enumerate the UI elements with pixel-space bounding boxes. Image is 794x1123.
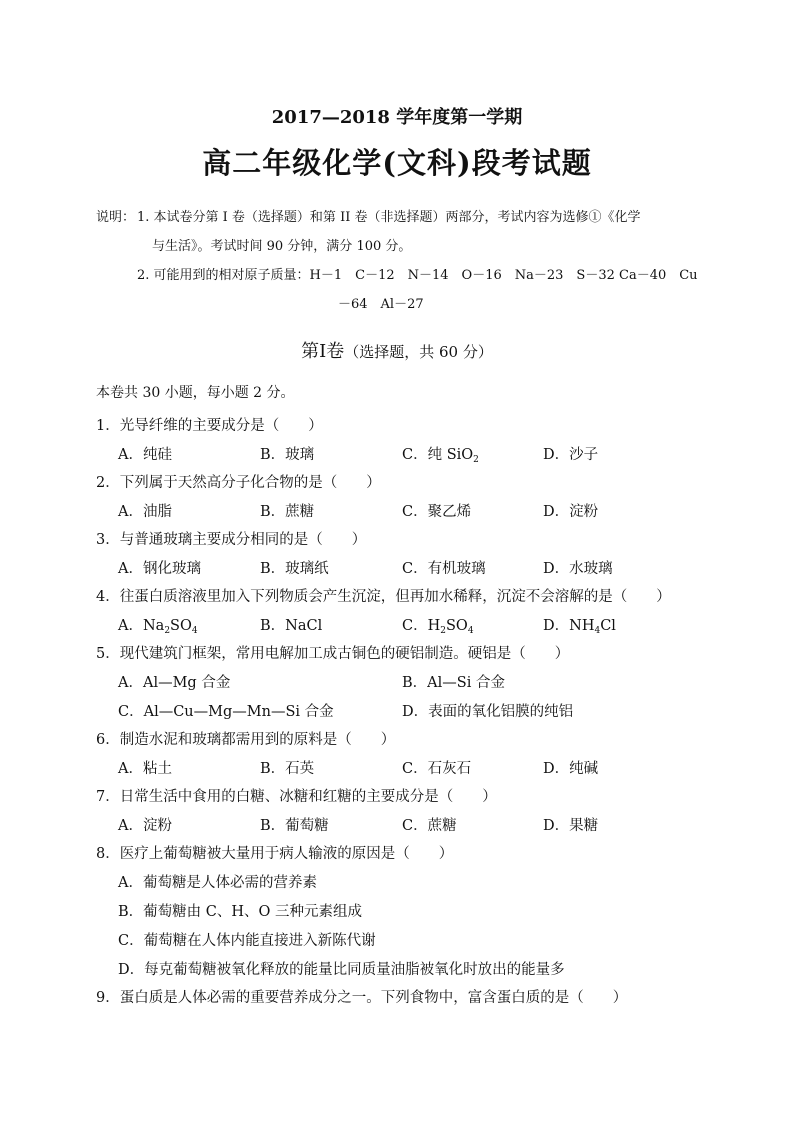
- question-2-option-a: A．油脂: [118, 504, 172, 520]
- exam-title: 高二年级化学(文科)段考试题: [202, 146, 592, 180]
- question-5-stem: 5．现代建筑门框架，常用电解加工成古铜色的硬铝制造。硬铝是（ ）: [96, 646, 570, 662]
- question-1-option-a: A．纯硅: [118, 447, 172, 463]
- question-1-stem: 1．光导纤维的主要成分是（ ）: [96, 418, 323, 434]
- note-line-2: 2. 可能用到的相对原子质量：H－1 C－12 N－14 O－16 Na－23 S－32 Ca－40 Cu: [137, 268, 698, 283]
- section-subtitle: （选择题，共 60 分）: [344, 343, 493, 361]
- section-intro: 本卷共 30 小题，每小题 2 分。: [96, 385, 295, 401]
- question-9-stem: 9．蛋白质是人体必需的重要营养成分之一。下列食物中，富含蛋白质的是（ ）: [96, 990, 628, 1006]
- question-8-option-d: D．每克葡萄糖被氧化释放的能量比同质量油脂被氧化时放出的能量多: [118, 962, 565, 978]
- note-line-1-cont: 与生活》。考试时间 90 分钟，满分 100 分。: [152, 239, 412, 254]
- question-6-option-c: C．石灰石: [402, 761, 472, 777]
- question-2-stem: 2．下列属于天然高分子化合物的是（ ）: [96, 475, 381, 491]
- exam-year: 2017—2018 学年度第一学期: [271, 107, 523, 128]
- question-1-option-c: C．纯 SiO$_2$: [402, 447, 479, 465]
- question-6-option-b: B．石英: [260, 761, 315, 777]
- question-4-option-a: A．$Na_2SO_4$: [118, 618, 198, 636]
- question-7-option-a: A．淀粉: [118, 818, 172, 834]
- question-5-option-d: D．表面的氧化铝膜的纯铝: [402, 704, 574, 720]
- question-6-stem: 6．制造水泥和玻璃都需用到的原料是（ ）: [96, 732, 396, 748]
- question-8-option-c: C．葡萄糖在人体内能直接进入新陈代谢: [118, 933, 376, 949]
- section-heading: [0, 337, 794, 363]
- section-title: 第Ⅰ卷: [301, 341, 345, 362]
- question-4-option-b: B．NaCl: [260, 618, 323, 634]
- question-8-option-b: B．葡萄糖由 C、H、O 三种元素组成: [118, 904, 362, 920]
- question-2-option-c: C．聚乙烯: [402, 504, 472, 520]
- question-5-option-b: B．Al—Si 合金: [402, 675, 505, 691]
- question-7-option-d: D．果糖: [543, 818, 599, 834]
- question-6-option-d: D．纯碱: [543, 761, 599, 777]
- question-7-option-c: C．蔗糖: [402, 818, 457, 834]
- question-1-option-b: B．玻璃: [260, 447, 315, 463]
- question-7-option-b: B．葡萄糖: [260, 818, 329, 834]
- notes-label: 说明：: [96, 210, 136, 225]
- question-8-stem: 8．医疗上葡萄糖被大量用于病人输液的原因是（ ）: [96, 846, 454, 862]
- question-6-option-a: A．粘土: [118, 761, 172, 777]
- question-3-stem: 3．与普通玻璃主要成分相同的是（ ）: [96, 532, 367, 548]
- note-line-1: 1. 本试卷分第 I 卷（选择题）和第 II 卷（非选择题）两部分，考试内容为选修①《化学: [137, 210, 641, 225]
- question-2-option-b: B．蔗糖: [260, 504, 315, 520]
- question-4-option-d: D．$NH_4Cl$: [543, 618, 616, 636]
- question-3-option-c: C．有机玻璃: [402, 561, 486, 577]
- question-2-option-d: D．淀粉: [543, 504, 599, 520]
- question-5-option-c: C．Al—Cu—Mg—Mn—Si 合金: [118, 704, 334, 720]
- note-line-2-cont: －64 Al－27: [338, 297, 424, 312]
- question-4-stem: 4．往蛋白质溶液里加入下列物质会产生沉淀，但再加水稀释，沉淀不会溶解的是（ ）: [96, 589, 671, 605]
- question-1-option-d: D．沙子: [543, 447, 599, 463]
- question-8-option-a: A．葡萄糖是人体必需的营养素: [118, 875, 317, 891]
- question-5-option-a: A．Al—Mg 合金: [118, 675, 231, 691]
- question-7-stem: 7．日常生活中食用的白糖、冰糖和红糖的主要成分是（ ）: [96, 789, 497, 805]
- question-3-option-b: B．玻璃纸: [260, 561, 329, 577]
- question-3-option-d: D．水玻璃: [543, 561, 613, 577]
- question-3-option-a: A．钢化玻璃: [118, 561, 201, 577]
- question-4-option-c: C．$H_2SO_4$: [402, 618, 474, 636]
